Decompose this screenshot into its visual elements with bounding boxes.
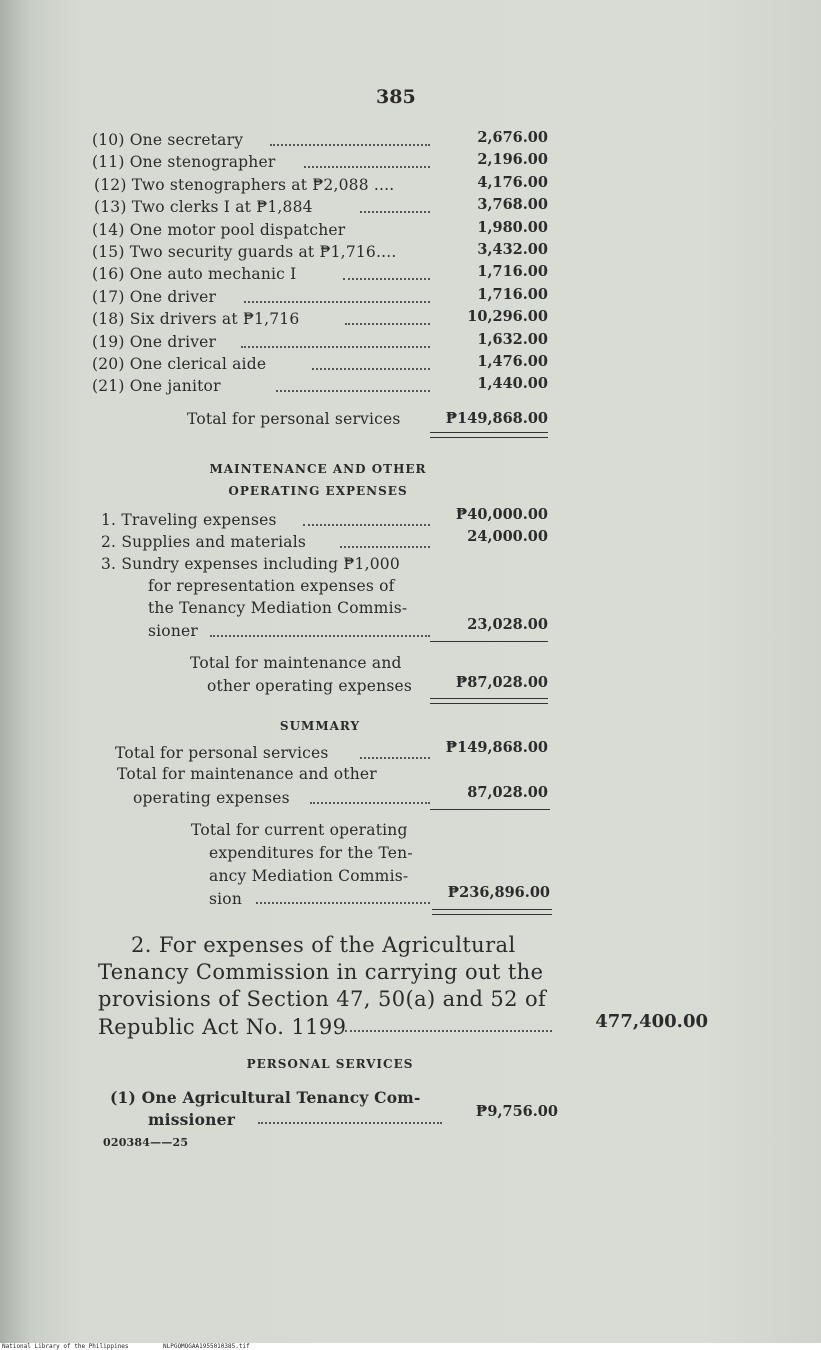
- summary-label: Total for personal services: [115, 744, 329, 762]
- leader-dots: [258, 1120, 442, 1124]
- maint-item-label: 1. Traveling expenses: [101, 511, 277, 529]
- personnel-item-amount: 1,632.00: [477, 330, 548, 348]
- personal-services-heading: PERSONAL SERVICES: [246, 1057, 414, 1071]
- personnel-item-label: (18) Six drivers at ₱1,716: [92, 310, 300, 329]
- personnel-item-label: (19) One driver: [92, 332, 217, 351]
- leader-dots: [345, 1028, 552, 1032]
- personnel-item-label: (21) One janitor: [92, 377, 221, 396]
- leader-dots: [303, 522, 430, 526]
- footer-filename: NLPGOMOGAA1955010385.tif: [163, 1343, 250, 1350]
- double-rule: [430, 437, 548, 438]
- personnel-item-amount: 1,716.00: [477, 263, 548, 281]
- maint-item-amount: 24,000.00: [467, 528, 548, 545]
- personnel-item-amount: 2,676.00: [477, 129, 548, 146]
- maint-item-label: the Tenancy Mediation Commis-: [148, 599, 408, 617]
- summary-heading: SUMMARY: [279, 719, 361, 733]
- leader-dots: [210, 633, 430, 637]
- summary-label: expenditures for the Ten-: [209, 844, 413, 862]
- summary-label: sion: [209, 890, 243, 908]
- personnel-item-amount: 4,176.00: [477, 173, 548, 191]
- double-rule: [430, 432, 548, 433]
- summary-amount: ₱149,868.00: [445, 739, 548, 756]
- footer-library: National Library of the Philippines: [2, 1343, 129, 1350]
- personnel-item-amount: 2,196.00: [477, 151, 548, 169]
- double-rule: [430, 698, 548, 699]
- double-rule: [432, 909, 552, 910]
- personnel-item-amount: 3,768.00: [477, 196, 548, 214]
- leader-dots: [256, 900, 430, 904]
- leader-dots: [276, 388, 430, 392]
- personnel-item-label: (15) Two security guards at ₱1,716....: [92, 243, 397, 261]
- single-rule: [430, 641, 548, 642]
- personnel-item-label: (11) One stenographer: [92, 153, 276, 172]
- summary-amount: ₱236,896.00: [447, 884, 550, 901]
- section2-item-label: missioner: [148, 1110, 236, 1129]
- print-code: 020384——25: [103, 1136, 189, 1149]
- personnel-item-amount: 1,440.00: [477, 375, 548, 393]
- leader-dots: [312, 366, 430, 370]
- double-rule: [430, 703, 548, 704]
- personnel-item-amount: 1,476.00: [477, 353, 548, 370]
- personnel-item-amount: 1,716.00: [477, 285, 548, 303]
- scan-footer: [0, 1343, 821, 1350]
- leader-dots: [310, 800, 430, 804]
- maint-item-label: for representation expenses of: [148, 577, 395, 595]
- leader-dots: [241, 344, 430, 348]
- leader-dots: [304, 164, 430, 168]
- personnel-item-label: (14) One motor pool dispatcher: [92, 220, 346, 239]
- section2-line: 2. For expenses of the Agricultural: [131, 933, 516, 957]
- total-personal-amount: ₱149,868.00: [445, 410, 548, 427]
- maint-total-label: Total for maintenance and: [190, 654, 402, 672]
- personnel-item-amount: 3,432.00: [477, 241, 548, 258]
- section2-item-amount: ₱9,756.00: [475, 1103, 558, 1120]
- summary-label: operating expenses: [133, 789, 290, 807]
- section2-line: Republic Act No. 1199: [98, 1015, 347, 1039]
- personnel-item-label: (12) Two stenographers at ₱2,088 ....: [94, 175, 395, 194]
- leader-dots: [340, 544, 430, 548]
- personnel-item-label: (13) Two clerks I at ₱1,884: [94, 198, 313, 217]
- page-number: 385: [376, 86, 416, 108]
- maint-item-label: sioner: [148, 622, 199, 640]
- section2-amount: 477,400.00: [595, 1011, 708, 1032]
- personnel-item-label: (17) One driver: [92, 287, 217, 306]
- section2-item-label: (1) One Agricultural Tenancy Com-: [110, 1088, 421, 1107]
- summary-amount: 87,028.00: [467, 784, 548, 801]
- section2-line: provisions of Section 47, 50(a) and 52 of: [98, 987, 547, 1011]
- summary-label: Total for maintenance and other: [117, 765, 377, 783]
- single-rule: [430, 809, 550, 810]
- personnel-item-amount: 1,980.00: [477, 218, 548, 236]
- summary-label: Total for current operating: [191, 821, 408, 839]
- double-rule: [432, 914, 552, 915]
- personnel-item-label: (10) One secretary: [92, 131, 244, 149]
- section2-line: Tenancy Commission in carrying out the: [98, 960, 544, 984]
- total-personal-label: Total for personal services: [187, 410, 401, 428]
- maint-item-label: 2. Supplies and materials: [101, 533, 307, 551]
- maintenance-heading: OPERATING EXPENSES: [228, 484, 408, 498]
- maint-total-amount: ₱87,028.00: [455, 674, 548, 691]
- personnel-item-label: (20) One clerical aide: [92, 355, 267, 373]
- personnel-item-label: (16) One auto mechanic I: [92, 265, 297, 284]
- maint-item-label: 3. Sundry expenses including ₱1,000: [101, 555, 400, 573]
- maintenance-heading: MAINTENANCE AND OTHER: [209, 462, 427, 476]
- maint-item-amount: 23,028.00: [467, 616, 548, 633]
- leader-dots: [244, 299, 430, 303]
- leader-dots: [270, 142, 430, 146]
- summary-label: ancy Mediation Commis-: [209, 867, 409, 885]
- maint-total-label: other operating expenses: [207, 677, 413, 695]
- maint-item-amount: ₱40,000.00: [455, 506, 548, 523]
- leader-dots: [343, 276, 430, 280]
- personnel-item-amount: 10,296.00: [467, 308, 548, 326]
